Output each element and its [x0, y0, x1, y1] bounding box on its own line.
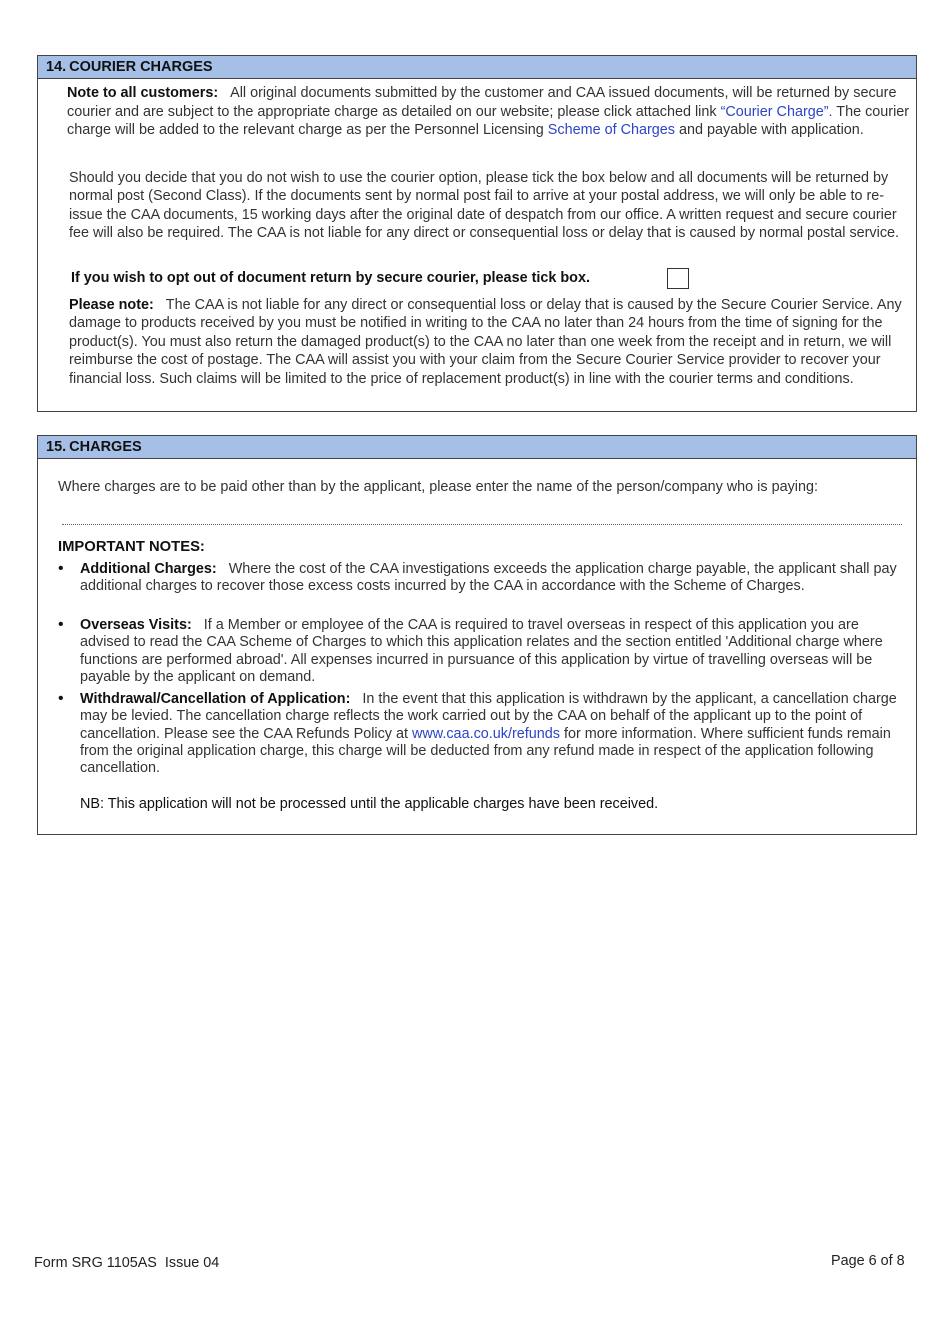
additional-charges-label: Additional Charges: [80, 561, 217, 577]
opt-out-checkbox[interactable] [667, 268, 689, 289]
form-identifier: Form SRG 1105AS Issue 04 [34, 1255, 220, 1271]
opt-out-text: If you wish to opt out of document return by secure courier, please tick box. [71, 270, 590, 286]
payer-prompt: Where charges are to be paid other than by the applicant, please enter the name of the person/company who is paying: [58, 479, 818, 495]
note-text-continued: The courier charge will be added to the relevant charge as per the Personnel Licensing [67, 103, 910, 138]
overseas-visits-item [80, 617, 910, 686]
withdrawal-item [80, 691, 910, 777]
overseas-visits-text: If a Member or employee of the CAA is required to travel overseas in respect of this application you are advised to read the CAA Scheme of Charges to which this application relates and the section entitled 'Additional charge where functions are performed abroad'. All expenses incurred in pursuance of this application by virtue of travelling overseas will be payable by the applicant on demand. [80, 617, 883, 685]
bullet-additional: • [58, 560, 64, 577]
please-note-label: Please note: [69, 297, 154, 313]
nb-note: NB: This application will not be processed until the applicable charges have been received. [80, 796, 659, 812]
note-text-end: and payable with application. [674, 122, 864, 138]
bullet-overseas: • [58, 616, 64, 633]
note-text: All original documents submitted by the customer and CAA issued documents, will be returned by secure courier and are subject to the appropriate charge as detailed on our website; please click attached link [67, 85, 897, 120]
additional-charges-item [80, 561, 910, 596]
additional-charges-text: Where the cost of the CAA investigations exceeds the application charge payable, the applicant shall pay additional charges to recover those excess costs incurred by the CAA in accordance with the Scheme of Charges. [80, 561, 897, 595]
courier-charge-link[interactable]: “Courier Charge”. [720, 103, 833, 120]
overseas-visits-label: Overseas Visits: [80, 617, 192, 633]
opt-out-label [71, 269, 671, 288]
refunds-link[interactable]: www.caa.co.uk/refunds [411, 725, 560, 742]
important-notes-heading [58, 538, 205, 557]
please-note-text: The CAA is not liable for any direct or consequential loss or delay that is caused by the Secure Courier Service. Any damage to products received by you must be notified in writing to the CAA no later than 24 hours from the time of signing for the product(s). You must also return the damaged product(s) to the CAA no later than one week from the receipt and in return, we will reimburse the cost of postage. The CAA will assist you with your claim from the Secure Courier Service provider to recover your financial loss. Such claims will be limited to the price of replacement product(s) in line with the courier terms and conditions. [69, 297, 902, 387]
scheme-of-charges-link[interactable]: Scheme of Charges [547, 122, 675, 138]
note-label: Note to all customers: [67, 85, 219, 101]
please-note-paragraph [69, 296, 911, 388]
section-title: COURIER CHARGES [69, 59, 213, 75]
withdrawal-text: In the event that this application is withdrawn by the applicant, a cancellation charge may be levied. The cancellation charge reflects the work carried out by the CAA on behalf of the applicant up to the point of cancellation. Please see the CAA Refunds Policy at [80, 691, 897, 742]
courier-charges-heading [38, 56, 916, 79]
normal-post-paragraph: Should you decide that you do not wish to use the courier option, please tick the box below and all documents will be returned by normal post (Second Class). If the documents sent by normal post fail to arrive at your postal address, we will only be able to re-issue the CAA documents, 15 working days after the original date of despatch from our office. A written request and secure courier fee will also be required. The CAA is not liable for any direct or consequential loss or delay that is caused by normal postal service. [69, 170, 900, 242]
page-number: Page 6 of 8 [831, 1253, 905, 1269]
charges-heading [38, 436, 916, 459]
courier-note-paragraph [67, 84, 912, 140]
payer-name-field[interactable] [62, 514, 902, 525]
section-title: CHARGES [69, 439, 142, 455]
important-notes-text: IMPORTANT NOTES: [58, 539, 205, 555]
section-number: 14. [46, 59, 67, 75]
withdrawal-label: Withdrawal/Cancellation of Application: [80, 691, 351, 707]
bullet-withdrawal: • [58, 690, 64, 707]
withdrawal-text-continued: for more information. Where sufficient funds remain from the original application charge, this charge will be deducted from any refund made in respect of the application following cancellation. [80, 725, 891, 777]
section-number: 15. [46, 439, 67, 455]
